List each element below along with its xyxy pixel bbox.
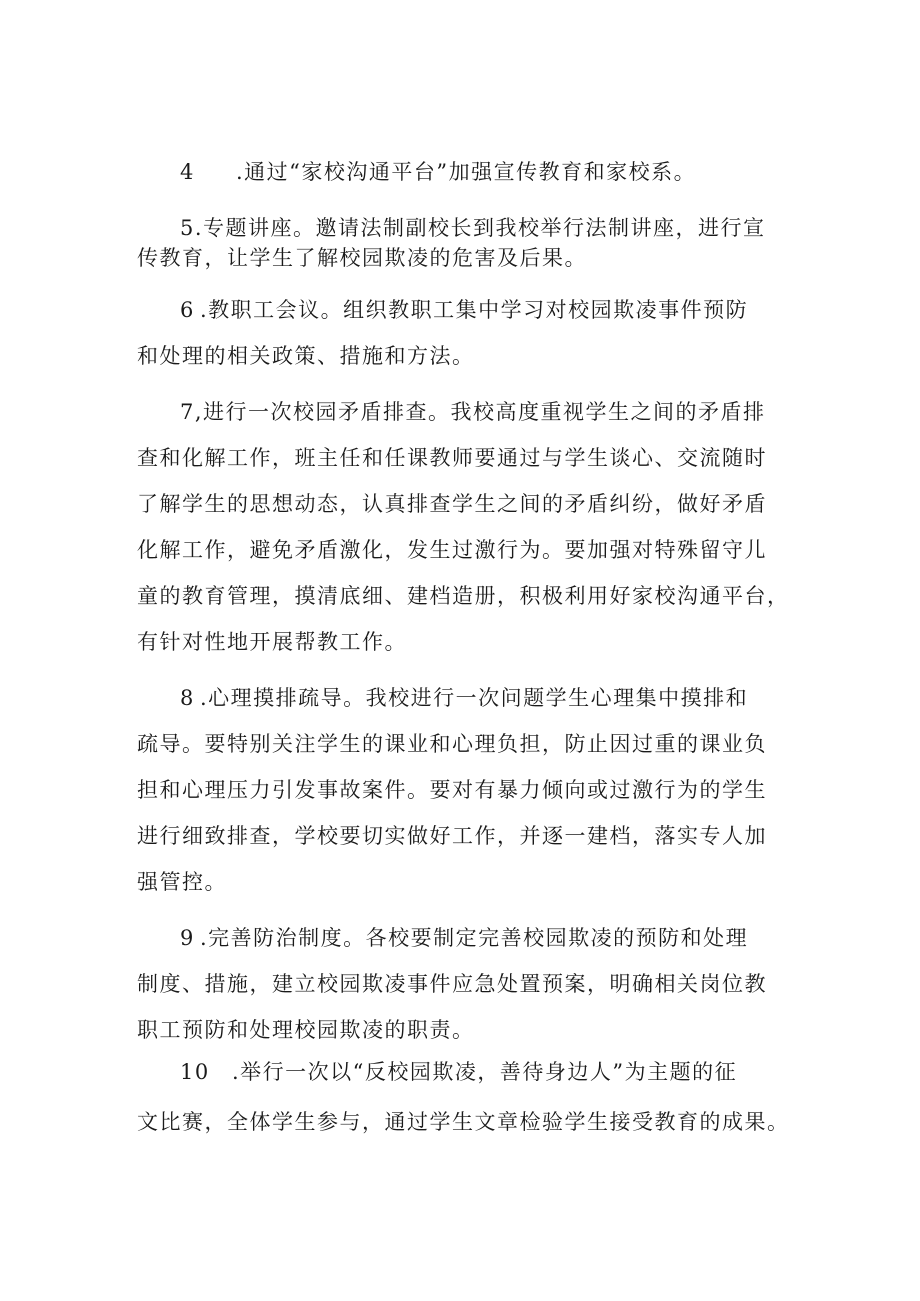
paragraph-5-line-1 bbox=[180, 213, 766, 243]
paragraph-text: .举行一次以“反校园欺凌，善待身边人”为主题的征 bbox=[232, 1060, 738, 1084]
paragraph-text: 进行一次校园矛盾排查。我校高度重视学生之间的矛盾排 bbox=[203, 400, 766, 424]
paragraph-7-line-2: 查和化解工作，班主任和任课教师要通过与学生谈心、交流随时 bbox=[137, 446, 767, 470]
paragraph-text: 专题讲座。邀请法制副校长到我校举行法制讲座，进行宣 bbox=[203, 216, 766, 240]
paragraph-7-line-1 bbox=[180, 397, 766, 427]
paragraph-7-line-3: 了解学生的思想动态，认真排查学生之间的矛盾纠纷，做好矛盾 bbox=[137, 492, 767, 516]
paragraph-10-line-2: 文比赛，全体学生参与，通过学生文章检验学生接受教育的成果。 bbox=[137, 1110, 790, 1134]
paragraph-text: .完善防治制度。各校要制定完善校园欺凌的预防和处理 bbox=[200, 926, 749, 950]
paragraph-8-line-3: 担和心理压力引发事故案件。要对有暴力倾向或过激行为的学生 bbox=[137, 778, 767, 802]
paragraph-4-line-1 bbox=[180, 157, 696, 187]
paragraph-text: .心理摸排疏导。我校进行一次问题学生心理集中摸排和 bbox=[200, 686, 749, 710]
paragraph-9-line-1 bbox=[180, 923, 748, 953]
paragraph-8-line-2: 疏导。要特别关注学生的课业和心理负担，防止因过重的课业负 bbox=[137, 732, 767, 756]
paragraph-number: 7, bbox=[180, 400, 204, 424]
paragraph-9-line-2: 制度、措施，建立校园欺凌事件应急处置预案，明确相关岗位教 bbox=[137, 972, 767, 996]
paragraph-8-line-1 bbox=[180, 683, 748, 713]
paragraph-number: 6 bbox=[180, 298, 195, 322]
paragraph-number: 5. bbox=[180, 216, 204, 240]
paragraph-number: 4 bbox=[180, 160, 195, 184]
paragraph-5-line-2: 传教育，让学生了解校园欺凌的危害及后果。 bbox=[137, 246, 587, 270]
paragraph-8-line-4: 进行细致排查，学校要切实做好工作，并逐一建档，落实专人加 bbox=[137, 824, 767, 848]
paragraph-6-line-2: 和处理的相关政策、措施和方法。 bbox=[137, 344, 475, 368]
paragraph-7-line-5: 童的教育管理，摸清底细、建档造册，积极利用好家校沟通平台， bbox=[137, 584, 790, 608]
paragraph-8-line-5: 强管控。 bbox=[137, 870, 227, 894]
paragraph-9-line-3: 职工预防和处理校园欺凌的职责。 bbox=[137, 1018, 475, 1042]
paragraph-6-line-1 bbox=[180, 295, 748, 325]
paragraph-7-line-4: 化解工作，避免矛盾激化，发生过激行为。要加强对特殊留守儿 bbox=[137, 538, 767, 562]
paragraph-7-line-6: 有针对性地开展帮教工作。 bbox=[137, 630, 407, 654]
paragraph-text: .通过“家校沟通平台”加强宣传教育和家校系。 bbox=[236, 160, 697, 184]
paragraph-number: 10 bbox=[180, 1060, 210, 1084]
paragraph-10-line-1 bbox=[180, 1057, 737, 1087]
paragraph-text: .教职工会议。组织教职工集中学习对校园欺凌事件预防 bbox=[200, 298, 749, 322]
paragraph-number: 8 bbox=[180, 686, 195, 710]
paragraph-number: 9 bbox=[180, 926, 195, 950]
